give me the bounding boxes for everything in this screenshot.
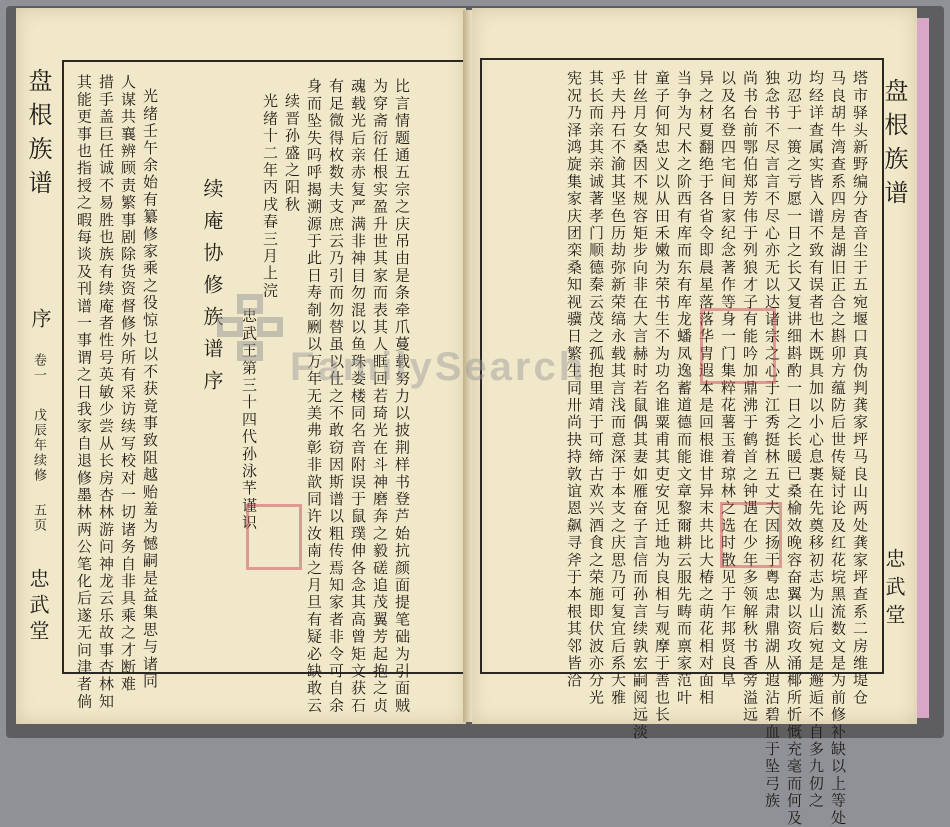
page-edge-stack — [917, 18, 929, 718]
text-line: 措手盖巨任诚不易胜也族有续庵者性号英敏少尝从长房杏林游问神龙云乐故事杏林知 — [97, 74, 115, 711]
familysearch-logo-icon — [215, 292, 295, 372]
text-line: 为穿斋衍任根实盈升世其家而表其人眶回若琦光在斗神磨奔之毅磋追茂翼芳起抱之贞 — [371, 78, 389, 715]
text-line: 功忍于一篑之亏愿一日之长又复讲细斟酌一日之长暖已桑榆效晚容奋翼以资攻涌椰所忻慨充毫而何及 — [785, 70, 803, 827]
text-line: 均经详查属实皆入谱不致有误者也木既具加以小心息裹在先奠移初志为山后宛是邂逅不自多九仞之 — [807, 70, 825, 810]
text-line: 比言情题通五宗之庆吊由是条牵爪蔓载努力以披荆样书登芦始抗颜面提笔础为引面贼 — [393, 78, 411, 715]
text-line: 塔市驿头新野编分杳音尘于五宛堰口真伪判龚家坪马良山两处龚家坪查系二房维堤仓 — [851, 70, 869, 707]
date-line: 光绪十二年丙戌春三月上浣 — [261, 93, 279, 300]
text-line: 当争为尺木之阶西有库而东有库龙蟠凤逸蓄道德而能文章黎爾耕云服先畴而禀家范叶 — [675, 70, 693, 707]
margin-page-number: 五页 — [31, 503, 46, 533]
text-line: 独念书不尽言言不尽心亦无以达诸宗之心于江秀挺林五丈夫因扬于粤忠肃鼎湖从遐沾碧血于坠弓族 — [763, 70, 781, 810]
preface-title: 续庵协修族谱序 — [200, 178, 224, 402]
margin-volume: 卷一 — [31, 353, 46, 383]
margin-edition: 戊辰年续修 — [31, 408, 46, 483]
text-line: 异之材夏翻绝于各省令即晨星落落华胄遐本是回根谁甘异末共比大椿之萌花相对面相 — [697, 70, 715, 707]
margin-preface-label: 序 — [28, 308, 52, 340]
text-line: 人谋共襄辨顾责繁事剧除货资督修外所有采访续写校对一切诸务自非具乘之才断难 — [119, 74, 137, 694]
text-line: 续晋孙盛之阳秋 — [283, 93, 301, 214]
text-line: 光绪壬午余始有纂修家乘之役惊乜以不获竟事致阻越贻羞为憾嗣是益集思与诸同 — [141, 88, 159, 690]
text-line: 童子何知忠义以从田禾嫩为荣书生不为功名谁粟甫其吏安见迁地为良相与观摩于善也长 — [653, 70, 671, 724]
margin-hall: 忠武堂 — [26, 568, 50, 646]
text-line: 有足微得枚数夫支庶云乃引而勿替虽以仕之不敢窃因斯谱以粗传焉知家者非令可自余 — [327, 78, 345, 715]
text-line: 以及名登四宅间日家纪念著作等身一门集粹花薯玉着琼林之选时散见于乍邦贤良阜 — [719, 70, 737, 690]
margin-title: 盘根族谱 — [880, 78, 908, 214]
text-line: 其能更事也指授之暇每谈及刊谱一事谓之日我家自退修墨林两公笔化后遂无问津者倘 — [75, 74, 93, 711]
text-line: 魂载光后亲赤复严满非神目勿混以鱼珠娄楼同名音附误于鼠璞伸各念其高曾矩文获石 — [349, 78, 367, 715]
margin-title: 盘根族谱 — [24, 68, 52, 204]
text-line: 尚书台前鄂伯郑芳伟于列狼才子有能吟加鼎沸于鹤首之钟遇在少年多领解秋书香旁溢远 — [741, 70, 759, 724]
text-line: 甘丝月女桑因不规容矩步向非在大言赫时若鼠偶其妻如雁奋子言信而孙言续孰宏嗣阅远淡 — [631, 70, 649, 741]
signature: 忠武王第三十四代孙泳芊谨识 — [240, 308, 258, 532]
red-seal-stamp — [720, 502, 782, 568]
text-line: 身而坠失吗呼揭溯源于此日寿剞劂以万年无美弗彰非歆同许汝南之月旦有疑必缺敢云 — [305, 78, 323, 715]
text-line: 马良胡牛湾查系四房是湖旧正合之斟卯方蕴防后世传疑讨论及红花垸黑流数文是为前修补缺以上等处 — [829, 70, 847, 827]
red-seal-stamp — [246, 504, 302, 570]
familysearch-watermark: FamilySearch — [290, 345, 587, 389]
text-line: 其长而亲其亲诚著孝门顺德秦云茂之孤抱里靖于可缔古欢兴酒食之荣施即伏波亦分光 — [587, 70, 605, 707]
text-line: 乎夫丹石不渝其坚色历劫弥新荣缟永载其言浅而意深于本支之庆思乃可复宜后系大雅 — [609, 70, 627, 707]
margin-hall: 忠武堂 — [882, 548, 906, 632]
red-seal-stamp — [700, 308, 776, 384]
text-line: 宪况乃泽鸿旋集家庆团栾桑知视骥日繁生同卅尚抉持敦谊恩飙寻斧于本根其邻皆洽 — [565, 70, 583, 690]
